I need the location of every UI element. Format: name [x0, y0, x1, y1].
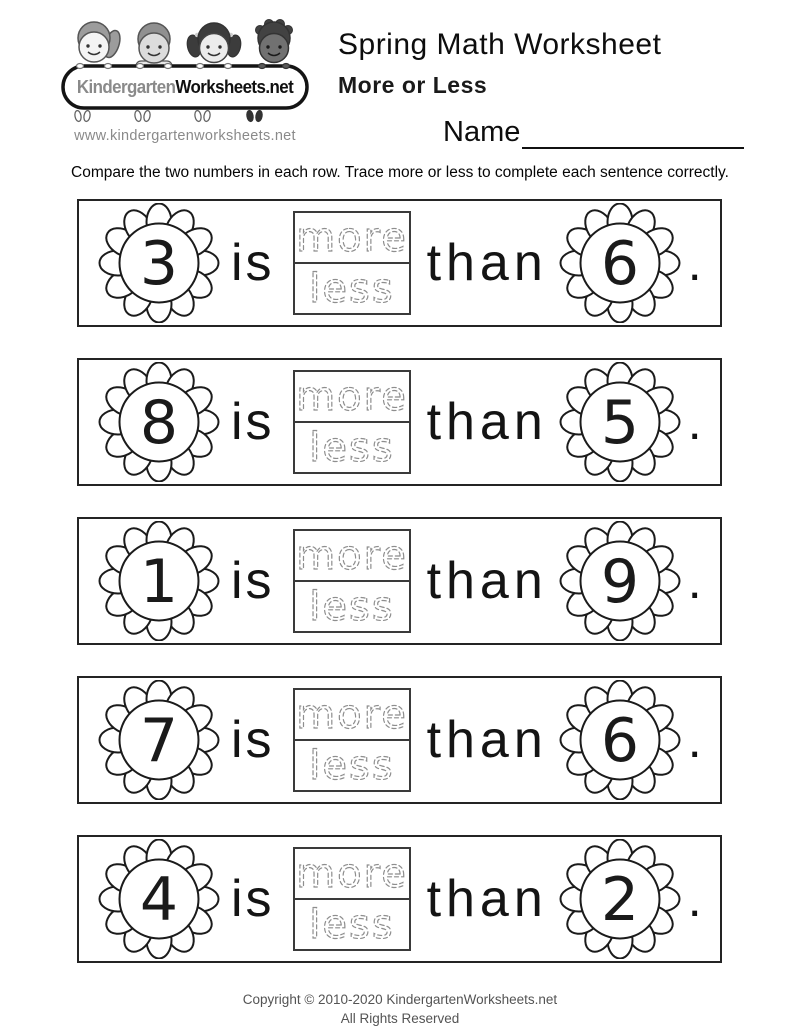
- sentence-period: .: [687, 553, 702, 609]
- page-footer: [0, 991, 800, 1029]
- page-title: Spring Math Worksheet: [338, 28, 662, 61]
- word-than: than: [426, 552, 548, 610]
- trace-word-more: [295, 690, 409, 741]
- logo-brand-gray: Kindergarten: [76, 76, 176, 97]
- svg-text:less: less: [308, 743, 395, 789]
- flower-number-right: 9: [600, 547, 639, 617]
- trace-word-more: [295, 213, 409, 264]
- word-than: than: [426, 234, 548, 292]
- word-is: is: [231, 552, 275, 610]
- svg-text:more: more: [295, 374, 408, 420]
- flower-icon: [556, 521, 684, 641]
- page-subtitle: More or Less: [338, 72, 488, 98]
- trace-box: [293, 370, 411, 474]
- worksheet-row: [77, 835, 722, 963]
- trace-word-less: [295, 741, 409, 790]
- flower-number-left: 1: [139, 547, 179, 617]
- worksheet-row: [77, 199, 722, 327]
- flower-number-right: 2: [600, 865, 639, 935]
- trace-word-more: [295, 372, 409, 423]
- flower-number-left: 4: [139, 865, 179, 935]
- footer-rights: All Rights Reserved: [340, 1010, 460, 1026]
- word-than: than: [426, 393, 548, 451]
- trace-word-less: [295, 900, 409, 949]
- svg-text:more: more: [295, 533, 408, 579]
- logo-url: www.kindergartenworksheets.net: [74, 128, 296, 144]
- trace-box: [293, 847, 411, 951]
- flower-number-right: 6: [600, 706, 639, 776]
- instruction-text: Compare the two numbers in each row. Trace more or less to complete each sentence correctly.: [71, 164, 729, 181]
- word-than: than: [426, 870, 548, 928]
- svg-text:more: more: [295, 692, 408, 738]
- flower-number-right: 6: [600, 229, 639, 299]
- flower-icon: [556, 203, 684, 323]
- word-is: is: [231, 393, 275, 451]
- logo-brand-dark: Worksheets.net: [175, 76, 294, 97]
- name-row: [443, 116, 744, 149]
- worksheet-row: [77, 517, 722, 645]
- trace-box: [293, 688, 411, 792]
- word-is: is: [231, 870, 275, 928]
- trace-word-less: [295, 423, 409, 472]
- trace-box: [293, 211, 411, 315]
- svg-text:less: less: [308, 425, 395, 471]
- site-logo: [60, 14, 310, 144]
- flower-icon: [95, 680, 223, 800]
- sentence-period: .: [687, 871, 702, 927]
- sentence-period: .: [687, 235, 702, 291]
- svg-text:less: less: [308, 266, 395, 312]
- flower-icon: [95, 521, 223, 641]
- trace-word-less: [295, 582, 409, 631]
- flower-icon: [556, 362, 684, 482]
- worksheet-row: [77, 676, 722, 804]
- word-than: than: [426, 711, 548, 769]
- trace-box: [293, 529, 411, 633]
- sentence-period: .: [687, 394, 702, 450]
- word-is: is: [231, 234, 275, 292]
- trace-word-more: [295, 849, 409, 900]
- logo-banner: [70, 66, 299, 108]
- svg-text:more: more: [295, 851, 408, 897]
- flower-number-left: 7: [139, 706, 179, 776]
- name-blank-line: [522, 121, 744, 149]
- flower-number-left: 8: [139, 388, 179, 458]
- svg-text:less: less: [308, 902, 395, 948]
- flower-icon: [95, 203, 223, 323]
- title-block: [338, 28, 661, 99]
- worksheet-row: [77, 358, 722, 486]
- footer-copyright: Copyright © 2010-2020 KindergartenWorksheets.net: [242, 992, 558, 1007]
- trace-word-more: [295, 531, 409, 582]
- flower-icon: [95, 839, 223, 959]
- flower-number-left: 3: [139, 229, 179, 299]
- flower-icon: [95, 362, 223, 482]
- flower-number-right: 5: [600, 388, 639, 458]
- worksheet-rows: [77, 199, 722, 994]
- name-label: Name: [443, 116, 521, 148]
- flower-icon: [556, 839, 684, 959]
- svg-text:less: less: [308, 584, 395, 630]
- trace-word-less: [295, 264, 409, 313]
- sentence-period: .: [687, 712, 702, 768]
- svg-text:more: more: [295, 215, 408, 261]
- word-is: is: [231, 711, 275, 769]
- flower-icon: [556, 680, 684, 800]
